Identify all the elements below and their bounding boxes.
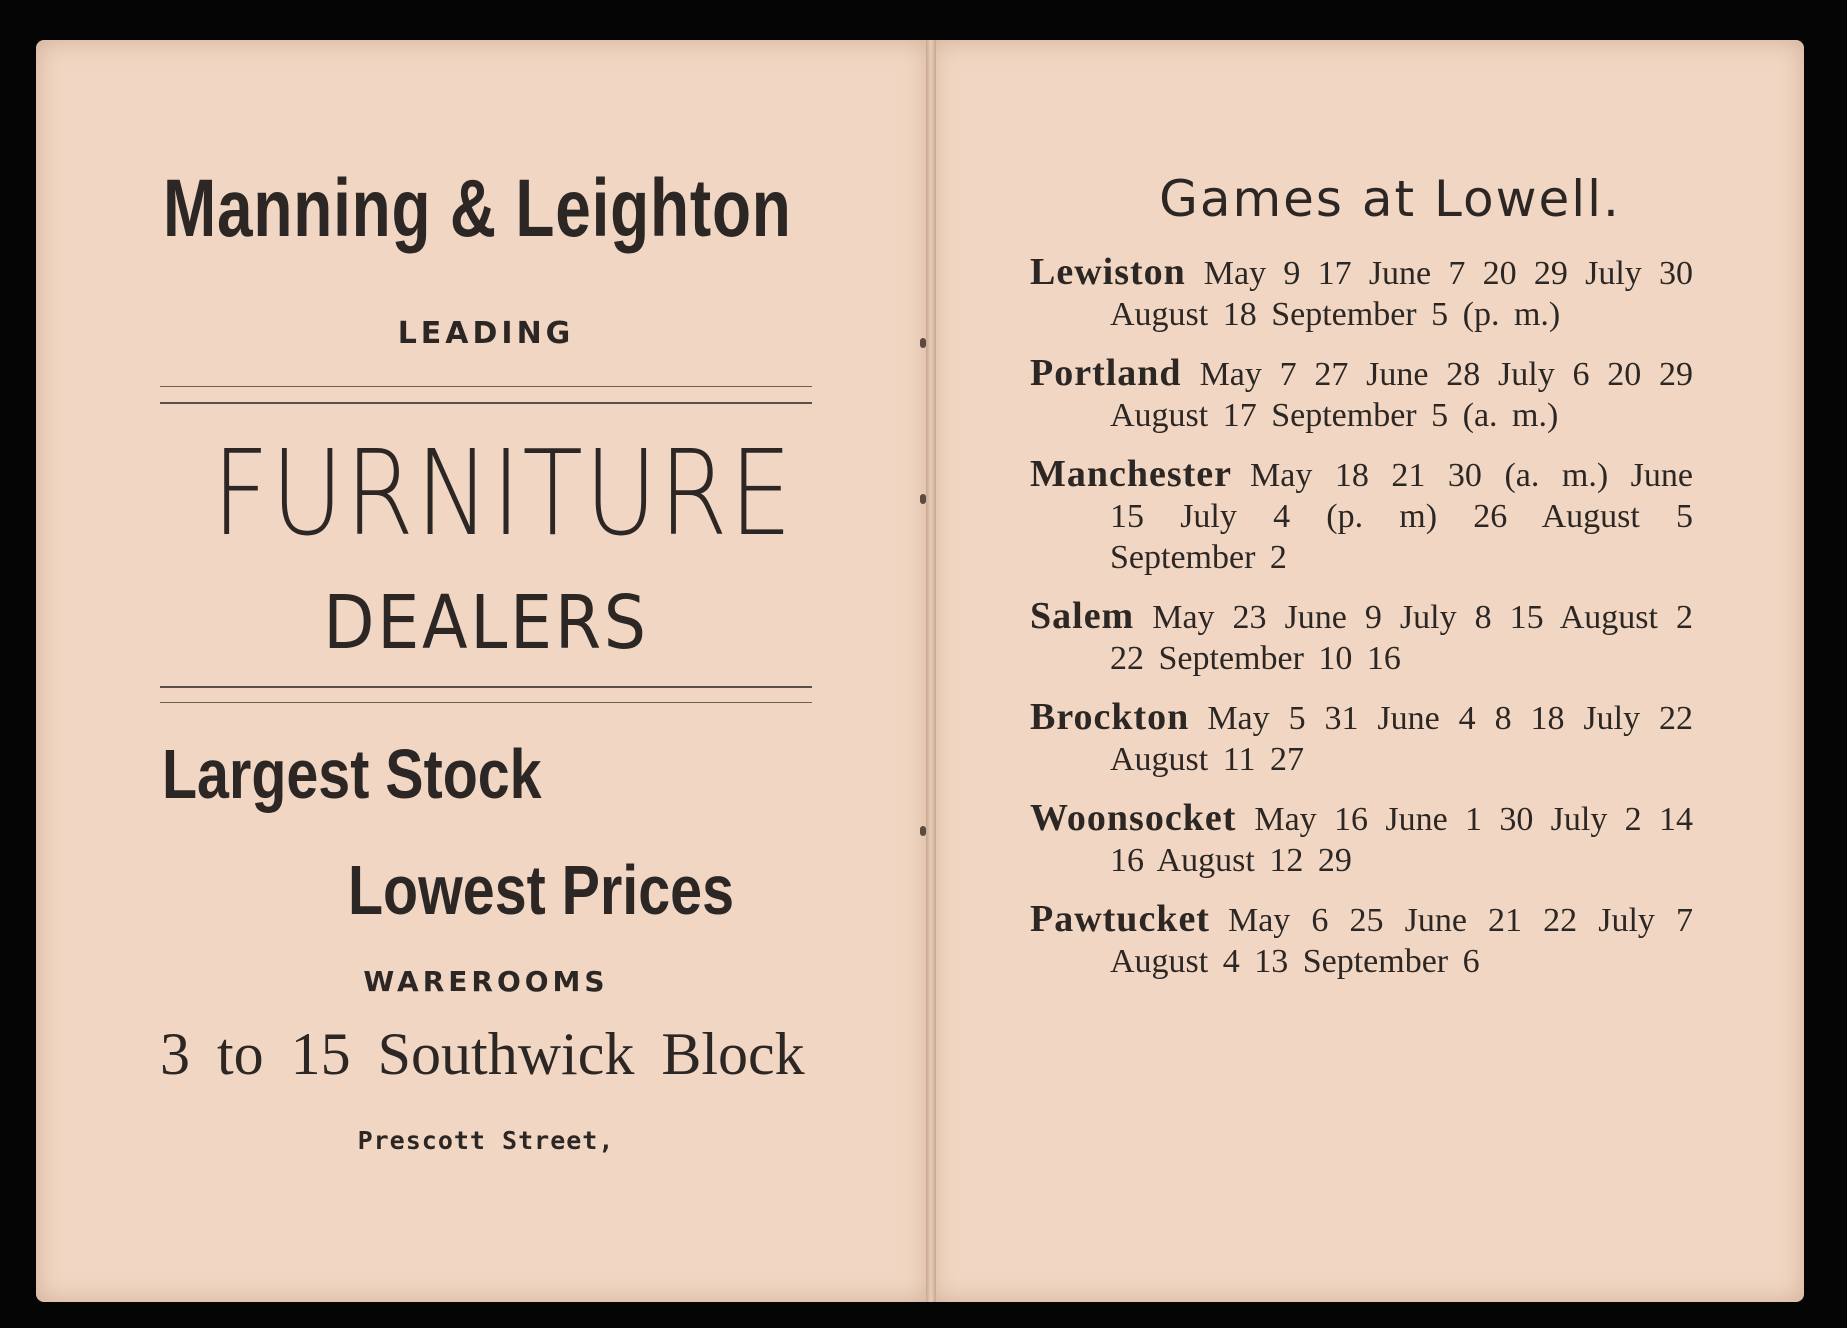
team-name: Woonsocket [1030, 797, 1237, 839]
team-name: Pawtucket [1030, 898, 1210, 940]
team-name: Portland [1030, 352, 1182, 394]
team-name: Manchester [1030, 453, 1233, 495]
schedule-entry-brockton [1030, 697, 1693, 780]
divider-rule [160, 702, 812, 703]
game-dates: May 16 June 1 30 July 2 14 16 August 12 29 [1110, 801, 1693, 879]
divider-rule [160, 386, 812, 387]
divider-rule [160, 402, 812, 404]
schedule-entry-portland [1030, 353, 1693, 436]
game-dates: May 7 27 June 28 July 6 20 29 August 17 September 5 (a. m.) [1110, 356, 1693, 434]
game-dates: May 6 25 June 21 22 July 7 August 4 13 September 6 [1110, 902, 1693, 980]
team-name: Lewiston [1030, 251, 1186, 293]
binding-stitch [920, 338, 926, 348]
binding-stitch [920, 826, 926, 836]
game-dates: May 18 21 30 (a. m.) June 15 July 4 (p. m) 26 August 5 September 2 [1110, 457, 1693, 576]
game-dates: May 9 17 June 7 20 29 July 30 August 18 September 5 (p. m.) [1110, 255, 1693, 333]
divider-rule [160, 686, 812, 688]
leading-label: LEADING [397, 316, 575, 351]
schedule-entry-manchester [1030, 454, 1693, 578]
schedule-entry-woonsocket [1030, 798, 1693, 881]
stock-slogan: Largest Stock [162, 735, 542, 813]
address-line: 3 to 15 Southwick Block [160, 1021, 805, 1087]
schedule-entry-lewiston [1030, 252, 1693, 335]
schedule-entry-pawtucket [1030, 899, 1693, 982]
team-name: Salem [1030, 595, 1135, 637]
warerooms-label: WAREROOMS [363, 965, 609, 998]
schedule-entry-salem [1030, 596, 1693, 679]
book-gutter [926, 40, 936, 1302]
team-name: Brockton [1030, 696, 1190, 738]
furniture-heading: FURNITURE [212, 424, 794, 562]
schedule-list [1030, 252, 1693, 1000]
game-dates: May 23 June 9 July 8 15 August 2 22 September 10 16 [1110, 599, 1693, 677]
prices-slogan: Lowest Prices [348, 851, 735, 929]
binding-stitch [920, 494, 926, 504]
schedule-title: Games at Lowell. [1159, 170, 1621, 228]
dealers-heading: DEALERS [323, 580, 649, 666]
street-line: Prescott Street, [357, 1126, 615, 1155]
company-name: Manning & Leighton [163, 163, 792, 254]
game-dates: May 5 31 June 4 8 18 July 22 August 11 27 [1110, 700, 1693, 778]
